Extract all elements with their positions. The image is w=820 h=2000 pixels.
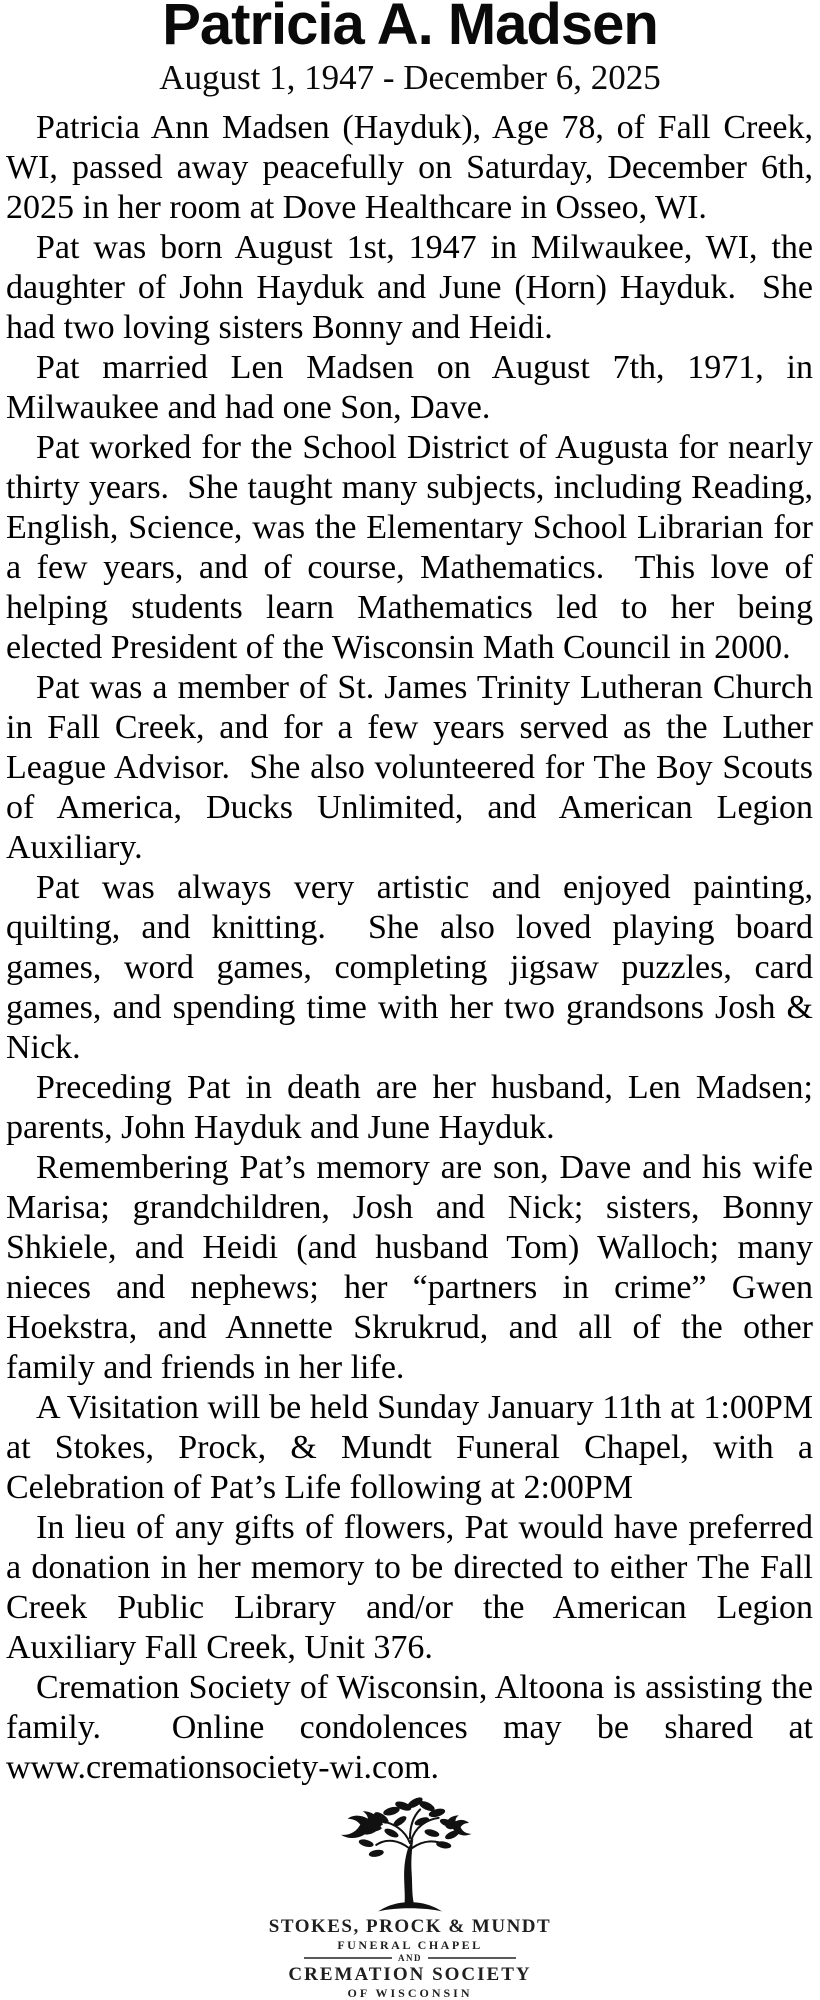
cremation-society-label: CREMATION SOCIETY — [288, 1964, 532, 1985]
life-dates: August 1, 1947 - December 6, 2025 — [159, 58, 661, 97]
obituary-paragraph: In lieu of any gifts of flowers, Pat would have preferred a donation in her memory to be directed to either The Fall Creek Public Library and/or the American Legion Auxiliary Fall Creek, Unit 376. — [6, 1509, 813, 1666]
and-label: AND — [398, 1953, 422, 1963]
divider-line-right — [428, 1957, 516, 1959]
obituary-paragraph: Cremation Society of Wisconsin, Altoona is assisting the family. Online condolences may be shared at www.cremationsociety-wi.com. — [6, 1669, 813, 1786]
tree-with-doves-icon — [315, 1796, 505, 1914]
funeral-chapel-label: FUNERAL CHAPEL — [337, 1938, 483, 1952]
obituary-paragraph: Pat worked for the School District of Augusta for nearly thirty years. She taught many subjects, including Reading, English, Science, was the Elementary School Librarian for a few years, and of course, Mathematics. This love of helping students learn Mathematics led to her being elected President of the Wisconsin Math Council in 2000. — [6, 429, 813, 666]
obituary-paragraph: Pat was born August 1st, 1947 in Milwaukee, WI, the daughter of John Hayduk and June (Horn) Hayduk. She had two loving sisters Bonny and Heidi. — [6, 229, 813, 346]
divider-line-left — [304, 1957, 392, 1959]
obituary-paragraph: Remembering Pat’s memory are son, Dave and his wife Marisa; grandchildren, Josh and Nick; sisters, Bonny Shkiele, and Heidi (and husband Tom) Walloch; many nieces and nephews; her “partners in crime” Gwen Hoekstra, and Annette Skrukrud, and all of the other family and friends in her life. — [6, 1149, 813, 1386]
deceased-name: Patricia A. Madsen — [162, 0, 658, 57]
logo-divider — [304, 1953, 516, 1963]
obituary-body — [0, 108, 820, 1788]
obituary-paragraph: Pat married Len Madsen on August 7th, 1971, in Milwaukee and had one Son, Dave. — [6, 349, 813, 426]
funeral-home-name: STOKES, PROCK & MUNDT — [268, 1916, 552, 1937]
obituary-paragraph: Patricia Ann Madsen (Hayduk), Age 78, of Fall Creek, WI, passed away peacefully on Saturday, December 6th, 2025 in her room at Dove Healthcare in Osseo, WI. — [6, 109, 813, 226]
obituary-paragraph: Pat was always very artistic and enjoyed painting, quilting, and knitting. She also loved playing board games, word games, completing jigsaw puzzles, card games, and spending time with her two grandsons Josh & Nick. — [6, 869, 813, 1066]
dove-icon — [445, 1815, 471, 1835]
funeral-home-logo — [0, 1796, 820, 2000]
obituary-paragraph: A Visitation will be held Sunday January 11th at 1:00PM at Stokes, Prock, & Mundt Funeral Chapel, with a Celebration of Pat’s Life following at 2:00PM — [6, 1389, 813, 1506]
of-wisconsin-label: OF WISCONSIN — [347, 1986, 473, 2000]
obituary-paragraph: Pat was a member of St. James Trinity Lutheran Church in Fall Creek, and for a few years served as the Luther League Advisor. She also volunteered for The Boy Scouts of America, Ducks Unlimited, and American Legion Auxiliary. — [6, 669, 813, 866]
obituary-paragraph: Preceding Pat in death are her husband, Len Madsen; parents, John Hayduk and June Hayduk. — [6, 1069, 813, 1146]
